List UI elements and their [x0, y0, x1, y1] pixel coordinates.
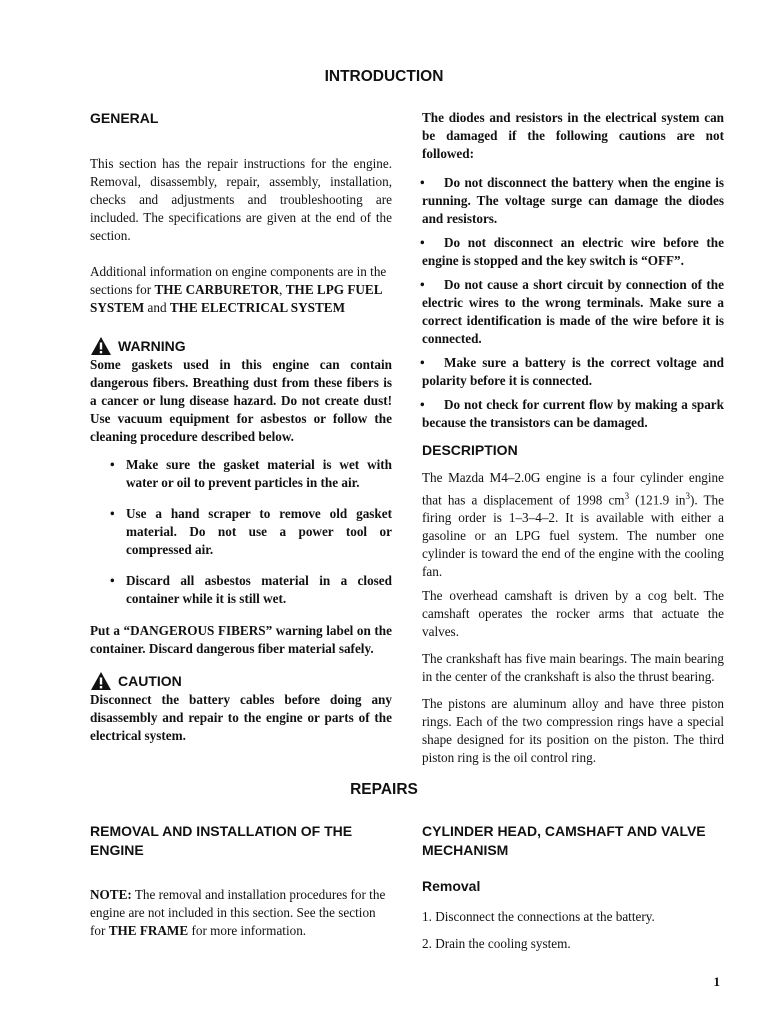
- bullet-dot-icon: •: [420, 355, 425, 370]
- general-paragraph-2: [90, 263, 392, 317]
- description-paragraph-3: The crankshaft has five main bearings. The main bearing in the center of the crankshaft is also the thrust bearing.: [422, 651, 724, 685]
- general-p2-and: and: [144, 300, 170, 315]
- electrical-ref: THE ELECTRICAL SYSTEM: [169, 300, 346, 315]
- diodes-bullet-text: Make sure a battery is the correct voltage and polarity before it is connected.: [422, 355, 724, 388]
- removal-step-2: 2. Drain the cooling system.: [422, 936, 571, 951]
- warning-text: Some gaskets used in this engine can contain dangerous fibers. Breathing dust from these fibers is a cancer or lung disease hazard. Do not create dust! Use vacuum equipment for asbestos or follow the cleaning procedure described below.: [90, 357, 392, 444]
- cylinder-head-section: [422, 822, 724, 953]
- warning-after-text: Put a “DANGEROUS FIBERS” warning label on the container. Discard dangerous fiber material safely.: [90, 623, 392, 656]
- description-paragraph-1: [422, 469, 724, 581]
- bullet-dot-icon: •: [420, 277, 425, 292]
- description-paragraph-2: The overhead camshaft is driven by a cog belt. The camshaft operates the rocker arms that actuate the valves.: [422, 588, 724, 640]
- warning-header: [90, 336, 392, 356]
- note-label: NOTE:: [90, 887, 132, 902]
- desc-p1-a: The Mazda M4–2.0G engine is a four cylinder engine that has a displacement of 1998 cm: [422, 470, 724, 508]
- caution-header: [90, 671, 392, 691]
- introduction-title: INTRODUCTION: [324, 68, 444, 85]
- warning-bullet-text: Use a hand scraper to remove old gasket material. Do not use a power tool or compressed air.: [126, 506, 392, 557]
- diodes-bullet: [422, 234, 724, 270]
- diodes-bullet-list: [422, 174, 724, 432]
- bullet-dot-icon: •: [110, 457, 115, 472]
- general-p2-text: Additional information on engine components are in the sections for: [90, 264, 387, 297]
- warning-triangle-icon: [90, 336, 112, 356]
- note-text: The removal and installation procedures for the engine are not included in this section. See the section for: [90, 887, 386, 938]
- caution-triangle-icon: [90, 671, 112, 691]
- warning-bullet: [110, 505, 392, 559]
- removal-step-1: 1. Disconnect the connections at the battery.: [422, 909, 655, 924]
- frame-ref: THE FRAME: [108, 923, 189, 938]
- description-heading: DESCRIPTION: [422, 442, 518, 458]
- bullet-dot-icon: •: [110, 573, 115, 588]
- warning-label: WARNING: [118, 338, 186, 354]
- diodes-bullet-text: Do not disconnect the battery when the engine is running. The voltage surge can damage the diodes and resistors.: [422, 175, 724, 226]
- diodes-bullet: [422, 354, 724, 390]
- removal-subheading: Removal: [422, 878, 481, 894]
- desc-p1-b: (121.9 in: [629, 492, 686, 508]
- diodes-bullet: [422, 276, 724, 348]
- general-section: [90, 109, 392, 317]
- general-paragraph-1: This section has the repair instructions for the engine. Removal, disassembly, repair, assembly, installation, checks and adjustments and troubleshooting are included. The specifications are given at the end of the section.: [90, 156, 392, 243]
- bullet-dot-icon: •: [110, 506, 115, 521]
- removal-installation-section: [90, 822, 392, 940]
- diodes-intro: The diodes and resistors in the electrical system can be damaged if the following cautions are not followed:: [422, 110, 724, 161]
- caution-label: CAUTION: [118, 673, 182, 689]
- diodes-bullet-text: Do not cause a short circuit by connection of the electric wires to the wrong terminals. Make sure a correct identification is made of the wire before it is connected.: [422, 277, 724, 346]
- description-section: [422, 441, 724, 767]
- bullet-dot-icon: •: [420, 235, 425, 250]
- bullet-dot-icon: •: [420, 397, 425, 412]
- general-p2-sep: ,: [279, 282, 286, 297]
- cylinder-head-heading: CYLINDER HEAD, CAMSHAFT AND VALVE MECHANISM: [422, 823, 706, 858]
- warning-block: [90, 336, 392, 658]
- diodes-block: [422, 109, 724, 432]
- diodes-bullet-text: Do not check for current flow by making a spark because the transistors can be damaged.: [422, 397, 724, 430]
- desc-sup-1: 3: [624, 491, 630, 501]
- removal-installation-heading: REMOVAL AND INSTALLATION OF THE ENGINE: [90, 823, 353, 858]
- description-paragraph-4: The pistons are aluminum alloy and have three piston rings. Each of the two compression rings have a special shape designed for its position on the piston. The third piston ring is the oil control ring.: [422, 696, 724, 766]
- warning-bullet-list: [90, 456, 392, 608]
- desc-sup-2: 3: [685, 491, 690, 501]
- repairs-title: REPAIRS: [350, 781, 418, 798]
- desc-p1-c: ). The firing order is 1–3–4–2. It is available with either a gasoline or an LPG fuel system. The number one cylinder is toward the end of the engine with the cooling fan.: [422, 492, 724, 580]
- diodes-bullet: [422, 396, 724, 432]
- warning-bullet: [110, 456, 392, 492]
- warning-bullet-text: Make sure the gasket material is wet with water or oil to prevent particles in the air.: [126, 457, 392, 490]
- diodes-bullet-text: Do not disconnect an electric wire before the engine is stopped and the key switch is “OFF”.: [422, 235, 724, 268]
- carburetor-ref: THE CARBURETOR: [154, 282, 280, 297]
- note-text-end: for more information.: [188, 923, 307, 938]
- page-number: 1: [713, 974, 720, 989]
- lpg-ref: THE LPG FUEL SYSTEM: [90, 282, 382, 315]
- caution-text: Disconnect the battery cables before doing any disassembly and repair to the engine or parts of the electrical system.: [90, 692, 392, 743]
- bullet-dot-icon: •: [420, 175, 425, 190]
- warning-bullet-text: Discard all asbestos material in a closed container while it is still wet.: [126, 573, 392, 606]
- diodes-bullet: [422, 174, 724, 228]
- note-paragraph: [90, 886, 392, 940]
- caution-block: [90, 671, 392, 745]
- warning-bullet: [110, 572, 392, 608]
- general-heading: GENERAL: [90, 110, 159, 126]
